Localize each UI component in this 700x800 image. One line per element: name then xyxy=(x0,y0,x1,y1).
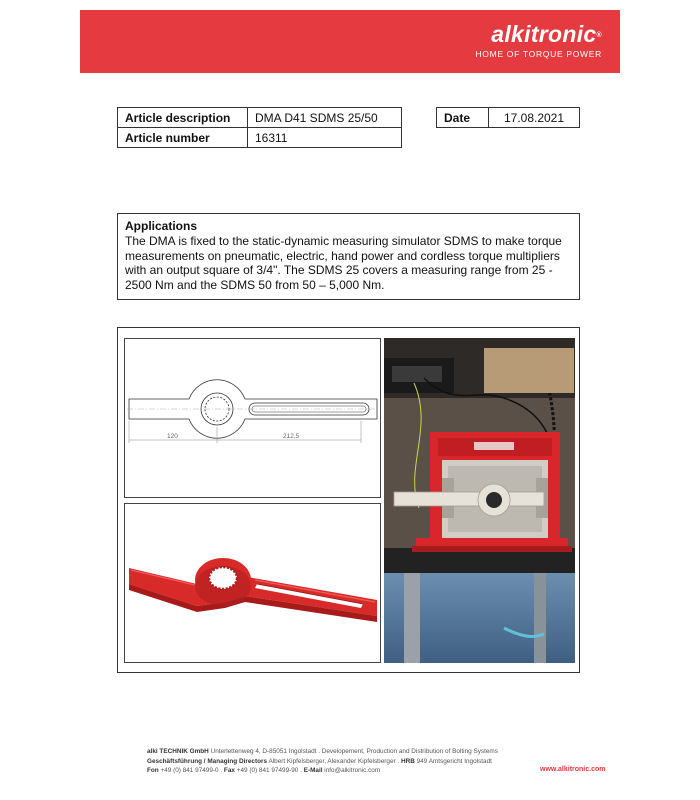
article-info-table xyxy=(117,107,402,148)
brand-tagline: HOME OF TORQUE POWER xyxy=(475,49,602,59)
applications-box xyxy=(117,213,580,300)
footer-hrb-label: HRB xyxy=(400,757,415,765)
footer-website-link[interactable]: www.alkitronic.com xyxy=(540,766,606,773)
footer-management-label: Geschäftsführung / Managing Directors xyxy=(147,757,268,765)
product-photo-panel xyxy=(384,338,575,663)
footer xyxy=(147,747,607,776)
article-number-value: 16311 xyxy=(248,128,402,148)
footer-email-text: info@alkitronic.com xyxy=(322,767,381,774)
technical-drawing xyxy=(125,339,380,497)
footer-fax-label: Fax xyxy=(223,767,235,774)
applications-text: The DMA is fixed to the static-dynamic measuring simulator SDMS to make torque measurements on pneumatic, electric, hand power and cordless torque multipliers with an output square of 3/4". The SDMS 25 covers a measuring range from 25 - 2500 Nm and the SDMS 50 from 50 – 5,000 Nm. xyxy=(125,234,562,292)
footer-management-text: Albert Kipfelsberger, Alexander Kipfelsberger . xyxy=(267,757,401,765)
technical-drawing-panel xyxy=(124,338,381,498)
image-frame xyxy=(117,327,580,673)
brand-logo xyxy=(475,22,602,59)
footer-company-name: alki TECHNIK GmbH xyxy=(147,748,209,755)
article-description-row xyxy=(118,108,402,128)
date-row xyxy=(437,108,580,128)
3d-render-panel xyxy=(124,503,381,663)
footer-phone-label: Fon xyxy=(147,767,159,774)
footer-company-text: Unterlettenweg 4, D-85051 Ingolstadt . Developement, Production and Distribution of Bolting Systems xyxy=(208,748,498,755)
date-table xyxy=(436,107,580,128)
dimension-left-label: 120 xyxy=(167,433,178,440)
footer-line-contact xyxy=(147,766,607,776)
applications-title: Applications xyxy=(125,219,198,233)
footer-email-label: E-Mail xyxy=(303,767,323,774)
footer-phone-text: +49 (0) 841 97499-0 . xyxy=(158,767,224,774)
registered-mark: ® xyxy=(596,32,602,39)
article-number-row xyxy=(118,128,402,148)
footer-fax-text: +49 (0) 841 97499-90 . xyxy=(234,767,304,774)
date-value: 17.08.2021 xyxy=(489,108,580,128)
header-banner xyxy=(80,10,620,73)
footer-line-management xyxy=(147,757,607,767)
article-description-value: DMA D41 SDMS 25/50 xyxy=(248,108,402,128)
footer-line-company xyxy=(147,747,607,757)
3d-render-image xyxy=(125,504,380,662)
brand-name: alkitronic xyxy=(491,21,597,47)
product-photo xyxy=(384,338,575,663)
article-number-label: Article number xyxy=(118,128,248,148)
date-label: Date xyxy=(437,108,489,128)
article-description-label: Article description xyxy=(118,108,248,128)
footer-hrb-text: 949 Amtsgericht Ingolstadt xyxy=(414,757,492,765)
dimension-right-label: 212,5 xyxy=(283,433,300,440)
